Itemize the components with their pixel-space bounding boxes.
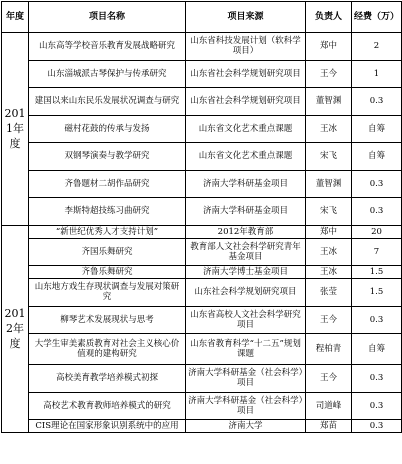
project-leader: 宋飞	[306, 198, 352, 226]
project-funding: 0.3	[352, 306, 402, 334]
project-funding: 1.5	[352, 266, 402, 279]
project-name: 山东高等学校音乐教育发展战略研究	[29, 33, 186, 61]
project-leader: 程柏青	[306, 334, 352, 365]
project-leader: 郑中	[306, 225, 352, 238]
year-cell: 2011年度	[2, 33, 29, 226]
projects-table	[1, 1, 402, 433]
header-row	[2, 2, 402, 33]
project-name: 柳琴艺术发展现状与思考	[29, 306, 186, 334]
project-name: CIS理论在国家形象识别系统中的应用	[29, 420, 186, 433]
project-source: 济南大学科研基金（社会科学）项目	[186, 392, 306, 420]
table-row	[2, 238, 402, 266]
project-leader: 张莹	[306, 279, 352, 307]
table-row	[2, 143, 402, 171]
project-funding: 20	[352, 225, 402, 238]
project-name: 高校美育教学培养模式初探	[29, 365, 186, 393]
year-cell: 2012年度	[2, 225, 29, 433]
project-funding: 0.3	[352, 88, 402, 116]
table-row	[2, 365, 402, 393]
project-source: 山东省社会科学规划研究项目	[186, 60, 306, 88]
project-name: 齐鲁乐舞研究	[29, 266, 186, 279]
project-funding: 0.3	[352, 198, 402, 226]
table-row	[2, 115, 402, 143]
project-name: 山东淄城派古琴保护与传承研究	[29, 60, 186, 88]
project-source: 济南大学	[186, 420, 306, 433]
project-leader: 王冰	[306, 115, 352, 143]
table-row	[2, 334, 402, 365]
project-source: 山东省文化艺术重点课题	[186, 143, 306, 171]
table-row	[2, 33, 402, 61]
project-leader: 司道峰	[306, 392, 352, 420]
table-row	[2, 60, 402, 88]
table-row	[2, 198, 402, 226]
project-funding: 1.5	[352, 279, 402, 307]
header-name: 项目名称	[29, 2, 186, 33]
project-leader: 王今	[306, 306, 352, 334]
project-funding: 自筹	[352, 334, 402, 365]
project-name: 高校艺术教育教师培养模式的研究	[29, 392, 186, 420]
project-funding: 自筹	[352, 115, 402, 143]
table-row	[2, 88, 402, 116]
table-row	[2, 392, 402, 420]
table-row	[2, 279, 402, 307]
project-leader: 王今	[306, 60, 352, 88]
project-leader: 王冰	[306, 266, 352, 279]
project-name: 磁村花鼓的传承与发扬	[29, 115, 186, 143]
header-leader: 负责人	[306, 2, 352, 33]
project-source: 教育部人文社会科学研究青年基金项目	[186, 238, 306, 266]
project-leader: 王冰	[306, 238, 352, 266]
project-leader: 王今	[306, 365, 352, 393]
header-source: 项目来源	[186, 2, 306, 33]
project-name: 大学生审美素质教育对社会主义核心价值观的建构研究	[29, 334, 186, 365]
project-leader: 董智渊	[306, 88, 352, 116]
project-name: 建国以来山东民乐发展状况调查与研究	[29, 88, 186, 116]
project-name: 山东地方戏生存现状调查与发展对策研究	[29, 279, 186, 307]
table-row	[2, 266, 402, 279]
project-source: 山东省社会科学规划研究项目	[186, 88, 306, 116]
project-source: 济南大学博士基金项目	[186, 266, 306, 279]
project-funding: 0.3	[352, 365, 402, 393]
project-name: 齐国乐舞研究	[29, 238, 186, 266]
project-funding: 1	[352, 60, 402, 88]
project-funding: 2	[352, 33, 402, 61]
project-leader: 董智渊	[306, 170, 352, 198]
project-leader: 郑苗	[306, 420, 352, 433]
project-funding: 0.3	[352, 392, 402, 420]
project-funding: 7	[352, 238, 402, 266]
table-row	[2, 170, 402, 198]
project-source: 济南大学科研基金项目	[186, 170, 306, 198]
project-name: 齐鲁题材二胡作品研究	[29, 170, 186, 198]
table-row	[2, 306, 402, 334]
project-name: “新世纪优秀人才支持计划”	[29, 225, 186, 238]
project-funding: 0.3	[352, 170, 402, 198]
project-source: 山东社会科学规划研究项目	[186, 279, 306, 307]
project-source: 济南大学科研基金项目	[186, 198, 306, 226]
project-source: 济南大学科研基金（社会科学）项目	[186, 365, 306, 393]
table-row	[2, 420, 402, 433]
header-year: 年度	[2, 2, 29, 33]
project-leader: 宋飞	[306, 143, 352, 171]
project-funding: 自筹	[352, 143, 402, 171]
project-leader: 郑中	[306, 33, 352, 61]
header-funding: 经费（万）	[352, 2, 402, 33]
table-row	[2, 225, 402, 238]
project-funding: 0.3	[352, 420, 402, 433]
project-name: 双钢琴演奏与教学研究	[29, 143, 186, 171]
project-source: 山东省高校人文社会科学研究项目	[186, 306, 306, 334]
project-name: 李斯特超技练习曲研究	[29, 198, 186, 226]
project-source: 山东省科技发展计划（软科学项目）	[186, 33, 306, 61]
project-source: 山东省文化艺术重点课题	[186, 115, 306, 143]
project-source: 2012年教育部	[186, 225, 306, 238]
project-source: 山东省教育科学“十二五”规划课题	[186, 334, 306, 365]
